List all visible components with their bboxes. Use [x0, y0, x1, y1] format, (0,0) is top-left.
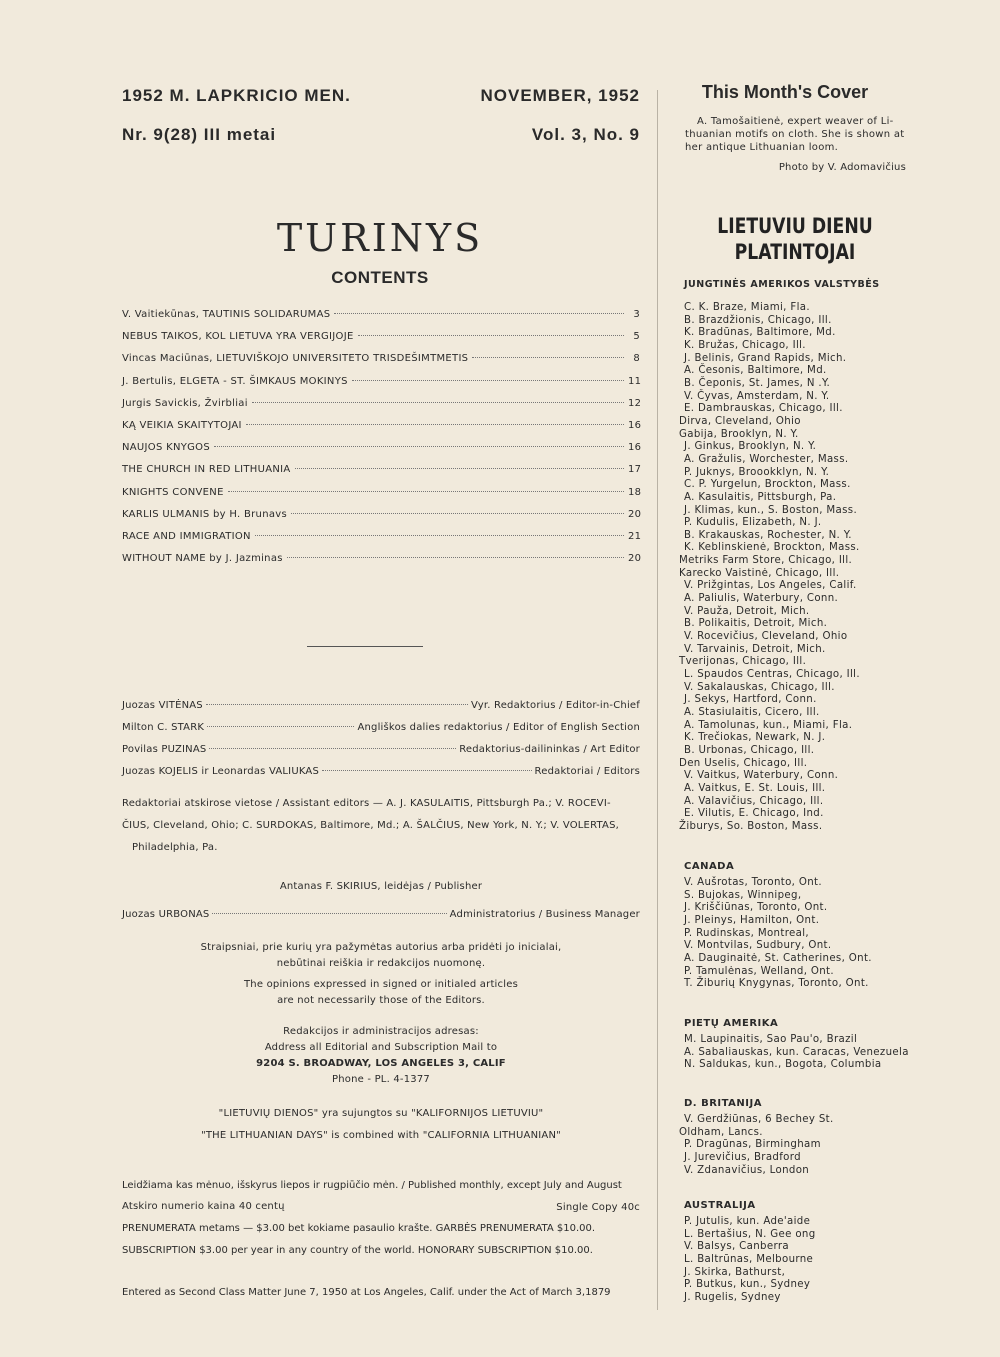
distributor-entry: Den Uselis, Chicago, Ill.: [679, 757, 808, 769]
disclaimer-lt-line2: nebūtinai reiškia ir redakcijos nuomonę.: [276, 958, 486, 969]
distributor-entry: V. Pauža, Detroit, Mich.: [684, 605, 810, 617]
distributor-entry: V. Sakalauskas, Chicago, Ill.: [684, 681, 835, 693]
toc-leader: [214, 446, 624, 447]
disclaimer-en-line2: are not necessarily those of the Editors.: [277, 995, 485, 1006]
region-south-america-title: PIETŲ AMERIKA: [684, 1018, 779, 1029]
toc-entry[interactable]: [122, 442, 640, 464]
distributor-entry: A. Paliulis, Waterbury, Conn.: [684, 593, 839, 605]
distributor-entry: J. Kriščiūnas, Toronto, Ont.: [684, 902, 828, 914]
toc-entry-title: J. Bertulis, ELGETA - ST. ŠIMKAUS MOKINYS: [122, 375, 348, 387]
toc-entry[interactable]: [122, 553, 640, 575]
cover-line: A. Tamošaitienė, expert weaver of Li-: [697, 116, 894, 127]
toc-entry[interactable]: [122, 509, 640, 531]
toc-leader: [228, 491, 624, 492]
toc-entry-page: 3: [633, 309, 640, 320]
distributor-entry: K. Keblinskienė, Brockton, Mass.: [684, 542, 860, 554]
staff-leader: [206, 704, 468, 705]
distributor-entry: J. Klimas, kun., S. Boston, Mass.: [684, 504, 858, 516]
distributor-list-usa: [679, 302, 860, 834]
distributor-entry: V. Vaitkus, Waterbury, Conn.: [684, 770, 839, 782]
toc-entry[interactable]: [122, 464, 640, 486]
assistant-editors-line3: Philadelphia, Pa.: [132, 842, 218, 853]
distributor-entry: K. Trečiokas, Newark, N. J.: [684, 732, 826, 744]
distributor-entry: A. Sabaliauskas, kun. Caracas, Venezuela: [684, 1046, 909, 1058]
distributor-entry: P. Rudinskas, Montreal,: [684, 927, 809, 939]
staff-name: Milton C. STARK: [122, 722, 205, 733]
toc-entry-title: KARLIS ULMANIS by H. Brunavs: [122, 508, 287, 520]
staff-leader: [322, 770, 531, 771]
toc-entry-page: 5: [633, 331, 640, 343]
column-divider: [657, 90, 658, 1310]
distributor-entry: V. Balsys, Canberra: [684, 1241, 789, 1253]
toc-entry[interactable]: [122, 420, 640, 442]
distributor-list-britain: [679, 1114, 834, 1177]
staff-role: Administratorius / Business Manager: [449, 909, 640, 920]
distributor-entry: J. Sekys, Hartford, Conn.: [684, 694, 817, 706]
toc-leader: [358, 335, 624, 336]
distributor-entry: A. Vaitkus, E. St. Louis, Ill.: [684, 782, 826, 794]
toc-entry-title: KNIGHTS CONVENE: [122, 486, 224, 498]
distributor-entry: L. Bertašius, N. Gee ong: [684, 1228, 816, 1240]
staff-row: [122, 722, 640, 744]
distributor-entry: N. Saldukas, kun., Bogota, Columbia: [684, 1059, 882, 1071]
toc-entry[interactable]: [122, 531, 640, 553]
toc-leader: [334, 313, 624, 314]
staff-role: Angliškos dalies redaktorius / Editor of English Section: [357, 722, 640, 733]
business-manager: [122, 909, 640, 931]
distributor-entry: B. Krakauskas, Rochester, N. Y.: [684, 529, 852, 541]
toc-leader: [295, 468, 624, 469]
toc-leader: [246, 424, 624, 425]
staff-row: [122, 909, 640, 931]
toc-leader: [291, 513, 624, 514]
distributor-entry: Dirva, Cleveland, Ohio: [679, 415, 801, 427]
staff-leader: [212, 913, 446, 914]
staff-list: [122, 700, 640, 788]
publication-schedule: Leidžiama kas mėnuo, išskyrus liepos ir rugpiūčio mėn. / Published monthly, except July and August: [122, 1180, 622, 1191]
address-line2: Address all Editorial and Subscription Mail to: [264, 1042, 498, 1053]
assistant-editors-line2: ČIUS, Cleveland, Ohio; C. SURDOKAS, Baltimore, Md.; A. ŠALČIUS, New York, N. Y.; V. VOLERTAS,: [122, 820, 619, 831]
toc-entry-page: 20: [628, 508, 642, 520]
cover-description: [685, 115, 907, 154]
distributor-entry: B. Urbonas, Chicago, Ill.: [684, 744, 815, 756]
distributor-entry: A. Česonis, Baltimore, Md.: [684, 365, 827, 377]
merger-en: "THE LITHUANIAN DAYS" is combined with "CALIFORNIA LITHUANIAN": [201, 1130, 561, 1141]
toc-leader: [352, 380, 624, 381]
cover-photo-credit: Photo by V. Adomavičius: [778, 162, 906, 173]
distributor-entry: E. Dambrauskas, Chicago, Ill.: [684, 403, 843, 415]
toc-entry[interactable]: [122, 353, 640, 375]
header-date-en: NOVEMBER, 1952: [480, 86, 640, 105]
toc-leader: [255, 535, 624, 536]
toc-entry-title: KĄ VEIKIA SKAITYTOJAI: [122, 419, 242, 431]
toc-entry-title: Vincas Maciūnas, LIETUVIŠKOJO UNIVERSITETO TRISDEŠIMTMETIS: [122, 353, 469, 365]
distributor-entry: A. Gražulis, Worchester, Mass.: [684, 453, 849, 465]
address-line1: Redakcijos ir administracijos adresas:: [283, 1026, 479, 1037]
distributor-entry: V. Čyvas, Amsterdam, N. Y.: [684, 390, 830, 402]
distributors-title-line2: PLATINTOJAI: [734, 240, 856, 264]
distributor-entry: J. Ginkus, Brooklyn, N. Y.: [684, 441, 817, 453]
staff-role: Vyr. Redaktorius / Editor-in-Chief: [470, 700, 640, 711]
table-of-contents: [122, 309, 640, 575]
toc-entry-title: THE CHURCH IN RED LITHUANIA: [122, 464, 291, 476]
distributor-entry: J. Rugelis, Sydney: [684, 1291, 781, 1303]
distributor-entry: L. Spaudos Centras, Chicago, Ill.: [684, 669, 860, 681]
region-usa-title: JUNGTINĖS AMERIKOS VALSTYBĖS: [684, 279, 880, 290]
distributor-entry: B. Brazdžionis, Chicago, Ill.: [684, 314, 832, 326]
toc-leader: [252, 402, 624, 403]
distributor-entry: K. Bradūnas, Baltimore, Md.: [684, 327, 836, 339]
distributor-list-south-america: [679, 1034, 909, 1072]
distributor-entry: Oldham, Lancs.: [679, 1126, 763, 1138]
distributor-entry: P. Dragūnas, Birmingham: [684, 1139, 821, 1151]
distributor-entry: L. Baltrūnas, Melbourne: [684, 1253, 814, 1265]
region-canada-title: CANADA: [684, 861, 735, 872]
header-date-lt: 1952 M. LAPKRICIO MEN.: [122, 86, 351, 105]
contents-subtitle: CONTENTS: [331, 268, 429, 287]
section-rule: [307, 646, 423, 647]
distributor-entry: V. Prižgintas, Los Angeles, Calif.: [684, 580, 857, 592]
subscription-en: SUBSCRIPTION $3.00 per year in any country of the world. HONORARY SUBSCRIPTION $10.00.: [122, 1245, 593, 1256]
staff-leader: [207, 726, 354, 727]
disclaimer-lt-line1: Straipsniai, prie kurių yra pažymėtas autorius arba pridėti jo inicialai,: [200, 942, 562, 953]
toc-entry[interactable]: [122, 487, 640, 509]
distributor-entry: S. Bujokas, Winnipeg,: [684, 889, 802, 901]
distributor-entry: Metriks Farm Store, Chicago, Ill.: [679, 555, 853, 567]
staff-name: Juozas VITĖNAS: [122, 700, 203, 711]
merger-lt: "LIETUVIŲ DIENOS" yra sujungtos su "KALIFORNIJOS LIETUVIU": [218, 1108, 544, 1119]
staff-row: [122, 744, 640, 766]
distributor-entry: A. Valavičius, Chicago, Ill.: [684, 795, 824, 807]
distributor-entry: Karecko Vaistinė, Chicago, Ill.: [679, 567, 840, 579]
distributor-list-canada: [679, 877, 872, 991]
price-en: Single Copy 40c: [556, 1202, 640, 1213]
distributor-entry: A. Tamolunas, kun., Miami, Fla.: [684, 719, 853, 731]
distributor-entry: J. Skirka, Bathurst,: [684, 1266, 786, 1278]
toc-entry-page: 20: [628, 553, 642, 565]
toc-entry-page: 8: [633, 353, 640, 365]
distributor-entry: P. Juknys, Broookklyn, N. Y.: [684, 466, 830, 478]
staff-role: Redaktorius-dailininkas / Art Editor: [459, 744, 640, 755]
distributor-entry: J. Jurevičius, Bradford: [684, 1151, 801, 1163]
toc-entry[interactable]: [122, 309, 640, 331]
distributor-entry: J. Pleinys, Hamilton, Ont.: [684, 914, 820, 926]
distributor-entry: C. K. Braze, Miami, Fla.: [684, 302, 810, 313]
distributors-title-line1: LIETUVIU DIENU: [717, 214, 873, 238]
publisher: Antanas F. SKIRIUS, leidėjas / Publisher: [279, 881, 483, 892]
staff-name: Juozas KOJELIS ir Leonardas VALIUKAS: [122, 766, 320, 777]
toc-entry-page: 11: [628, 375, 642, 387]
distributor-entry: A. Dauginaitė, St. Catherines, Ont.: [684, 952, 872, 964]
toc-entry[interactable]: [122, 376, 640, 398]
toc-entry[interactable]: [122, 331, 640, 353]
distributor-entry: M. Laupinaitis, Sao Pau'o, Brazil: [684, 1034, 858, 1045]
distributor-entry: A. Kasulaitis, Pittsburgh, Pa.: [684, 491, 837, 503]
toc-entry-title: WITHOUT NAME by J. Jazminas: [122, 553, 283, 565]
distributor-entry: T. Žiburių Knygynas, Toronto, Ont.: [684, 978, 869, 990]
distributor-entry: C. P. Yurgelun, Brockton, Mass.: [684, 479, 851, 491]
staff-role: Redaktoriai / Editors: [534, 766, 640, 777]
toc-entry-title: NEBUS TAIKOS, KOL LIETUVA YRA VERGIJOJE: [122, 331, 354, 343]
distributor-entry: V. Aušrotas, Toronto, Ont.: [684, 877, 822, 888]
distributor-entry: V. Tarvainis, Detroit, Mich.: [684, 643, 826, 655]
staff-name: Povilas PUZINAS: [122, 744, 207, 755]
toc-entry-title: NAUJOS KNYGOS: [122, 442, 211, 454]
toc-entry-page: 12: [628, 397, 642, 409]
price-lt: Atskiro numerio kaina 40 centų: [122, 1201, 285, 1212]
disclaimer-en-line1: The opinions expressed in signed or initialed articles: [244, 979, 518, 990]
toc-entry-title: Jurgis Savickis, Žvirbliai: [122, 397, 248, 409]
toc-entry-title: V. Vaitiekūnas, TAUTINIS SOLIDARUMAS: [122, 309, 331, 320]
staff-row: [122, 700, 640, 722]
cover-title: This Month's Cover: [701, 82, 869, 102]
distributor-entry: B. Čeponis, St. James, N .Y.: [684, 377, 831, 389]
toc-entry-page: 16: [628, 419, 642, 431]
contents-title: TURINYS: [276, 216, 484, 260]
toc-leader: [472, 357, 624, 358]
distributor-list-australia: [679, 1216, 816, 1305]
toc-entry[interactable]: [122, 398, 640, 420]
distributor-entry: E. Vilutis, E. Chicago, Ind.: [684, 808, 824, 820]
staff-leader: [209, 748, 456, 749]
distributor-entry: Žiburys, So. Boston, Mass.: [679, 820, 823, 832]
entered-notice: Entered as Second Class Matter June 7, 1950 at Los Angeles, Calif. under the Act of March 3,1879: [122, 1287, 611, 1298]
distributors-title: [693, 213, 898, 265]
toc-entry-page: 21: [628, 530, 642, 542]
region-australia-title: AUSTRALIJA: [684, 1200, 756, 1211]
distributor-entry: V. Rocevičius, Cleveland, Ohio: [684, 631, 848, 643]
subscription-lt: PRENUMERATA metams — $3.00 bet kokiame pasaulio krašte. GARBĖS PRENUMERATA $10.00.: [122, 1223, 596, 1234]
distributor-entry: P. Tamulėnas, Welland, Ont.: [684, 965, 834, 977]
toc-entry-title: RACE AND IMMIGRATION: [122, 530, 251, 542]
distributor-entry: A. Stasiulaitis, Cicero, Ill.: [684, 707, 820, 718]
distributor-entry: P. Jutulis, kun. Ade'aide: [684, 1216, 811, 1227]
distributor-entry: B. Polikaitis, Detroit, Mich.: [684, 618, 828, 630]
distributor-entry: Tverijonas, Chicago, Ill.: [679, 656, 807, 668]
toc-entry-page: 18: [628, 486, 642, 498]
staff-row: [122, 766, 640, 788]
distributor-entry: V. Zdanavičius, London: [684, 1164, 810, 1176]
distributor-entry: Gabija, Brooklyn, N. Y.: [679, 428, 799, 440]
toc-entry-page: 16: [628, 442, 642, 454]
address-phone: Phone - PL. 4-1377: [332, 1074, 430, 1085]
assistant-editors-line1: Redaktoriai atskirose vietose / Assistant editors — A. J. KASULAITIS, Pittsburgh Pa.; V. ROCEVI-: [122, 798, 611, 809]
staff-name: Juozas URBONAS: [122, 909, 210, 920]
distributor-entry: K. Bružas, Chicago, Ill.: [684, 339, 806, 351]
cover-line: thuanian motifs on cloth. She is shown at: [685, 129, 905, 140]
header-volume-en: Vol. 3, No. 9: [531, 125, 640, 144]
distributor-entry: J. Belinis, Grand Rapids, Mich.: [684, 352, 847, 364]
toc-leader: [287, 557, 624, 558]
distributor-entry: P. Butkus, kun., Sydney: [684, 1279, 811, 1291]
distributor-entry: P. Kudulis, Elizabeth, N. J.: [684, 517, 822, 529]
toc-entry-page: 17: [628, 464, 642, 476]
header-issue-lt: Nr. 9(28) III metai: [122, 125, 277, 144]
distributor-entry: V. Montvilas, Sudbury, Ont.: [684, 940, 832, 952]
address-street: 9204 S. BROADWAY, LOS ANGELES 3, CALIF: [256, 1058, 506, 1069]
cover-line: her antique Lithuanian loom.: [685, 142, 839, 153]
distributor-entry: V. Gerdžiūnas, 6 Bechey St.: [684, 1114, 834, 1125]
region-britain-title: D. BRITANIJA: [684, 1098, 762, 1109]
